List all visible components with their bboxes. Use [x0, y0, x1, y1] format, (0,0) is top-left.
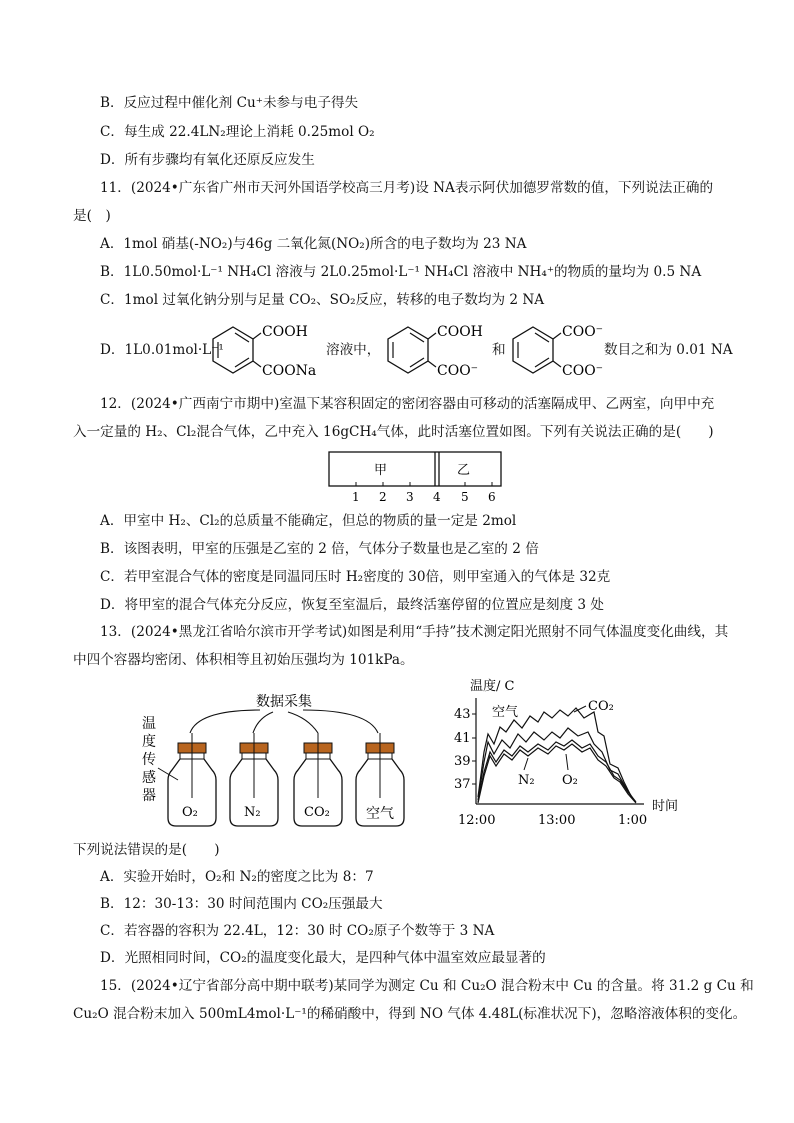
q15-stem-line1: 15．(2024•辽宁省部分高中期中联考)某同学为测定 Cu 和 Cu₂O 混合粉末中 Cu 的含量。将 31.2 g Cu 和	[100, 978, 754, 994]
q11-option-d-prefix: D．1L0.01mol·L⁻¹	[100, 342, 224, 358]
series-label-co2: CO₂	[588, 699, 614, 714]
y-tick: 37	[454, 777, 471, 792]
q12-stem-line2: 入一定量的 H₂、Cl₂混合气体，乙中充入 16gCH₄气体，此时活塞位置如图。下列有关说法正确的是( )	[73, 424, 714, 440]
q13-option-c: C．若容器的容积为 22.4L，12：30 时 CO₂原子个数等于 3 NA	[100, 923, 495, 939]
temperature-curve-graph	[448, 672, 698, 832]
series-label-n2: N₂	[518, 773, 535, 788]
q11-option-d-suffix: 数目之和为 0.01 NA	[604, 342, 733, 358]
q12-option-d: D．将甲室的混合气体充分反应，恢复至室温后，最终活塞停留的位置应是刻度 3 处	[100, 597, 604, 613]
scale-tick: 6	[488, 490, 496, 504]
scale-tick: 1	[352, 490, 360, 504]
scale-tick: 4	[433, 490, 441, 504]
bottle-o2	[168, 733, 216, 826]
chamber-jia-label: 甲	[374, 463, 388, 478]
x-tick: 12:00	[458, 813, 496, 828]
bottle-n2	[230, 733, 278, 826]
phthalate-structure-1	[205, 315, 325, 385]
q13-question-lead: 下列说法错误的是( )	[73, 842, 220, 858]
struct2-bottom-group: COO⁻	[437, 363, 479, 379]
y-tick: 43	[454, 707, 471, 722]
graph-x-axis-label: 时间	[652, 799, 679, 814]
y-tick: 41	[454, 731, 471, 746]
piston-container-diagram	[325, 450, 505, 508]
bottle-air	[356, 733, 404, 826]
q10-option-d: D．所有步骤均有氧化还原反应发生	[100, 152, 315, 168]
q10-option-c: C．每生成 22.4LN₂理论上消耗 0.25mol O₂	[100, 124, 375, 140]
graph-y-axis-label: 温度/ C	[470, 679, 515, 694]
q11-option-d-and: 和	[492, 342, 506, 358]
chamber-yi-label: 乙	[457, 463, 471, 478]
q12-option-b: B．该图表明，甲室的压强是乙室的 2 倍，气体分子数量也是乙室的 2 倍	[100, 541, 539, 557]
bottle-co2	[294, 733, 342, 826]
data-collection-label: 数据采集	[256, 694, 312, 710]
sensor-label-char: 度	[142, 734, 156, 750]
series-label-air: 空气	[492, 705, 519, 720]
bottle-co2-label: CO₂	[304, 805, 330, 820]
q12-option-a: A．甲室中 H₂、Cl₂的总质量不能确定，但总的物质的量一定是 2mol	[100, 513, 517, 529]
q12-option-c: C．若甲室混合气体的密度是同温同压时 H₂密度的 30倍，则甲室通入的气体是 32克	[100, 569, 611, 585]
series-label-o2: O₂	[562, 773, 578, 788]
q15-stem-line2: Cu₂O 混合粉末加入 500mL4mol·L⁻¹的稀硝酸中，得到 NO 气体 4.48L(标准状况下)，忽略溶液体积的变化。	[73, 1006, 747, 1022]
y-tick: 39	[454, 754, 471, 769]
sensor-label-char: 器	[142, 788, 156, 804]
scale-tick: 5	[461, 490, 469, 504]
struct1-top-group: COOH	[262, 324, 308, 340]
q11-option-c: C．1mol 过氧化钠分别与足量 CO₂、SO₂反应，转移的电子数均为 2 NA	[100, 292, 545, 308]
q13-option-a: A．实验开始时，O₂和 N₂的密度之比为 8：7	[100, 869, 374, 885]
q10-option-b: B．反应过程中催化剂 Cu⁺未参与电子得失	[100, 95, 359, 111]
q13-option-b: B．12：30-13：30 时间范围内 CO₂压强最大	[100, 896, 383, 912]
x-tick: 13:00	[538, 813, 576, 828]
q11-option-d-mid: 溶液中，	[326, 342, 381, 358]
phthalate-structure-2	[380, 315, 495, 385]
bottle-air-label: 空气	[366, 806, 394, 822]
q11-option-b: B．1L0.50mol·L⁻¹ NH₄Cl 溶液与 2L0.25mol·L⁻¹ NH₄Cl 溶液中 NH₄⁺的物质的量均为 0.5 NA	[100, 264, 702, 280]
q11-stem-line1: 11．(2024•广东省广州市天河外国语学校高三月考)设 NA表示阿伏加德罗常数的值，下列说法正确的	[100, 180, 714, 196]
q13-option-d: D．光照相同时间，CO₂的温度变化最大，是四种气体中温室效应最显著的	[100, 950, 546, 966]
bottle-o2-label: O₂	[182, 805, 198, 820]
sensor-bottles-diagram	[138, 688, 428, 838]
scale-tick: 3	[406, 490, 414, 504]
struct3-bottom-group: COO⁻	[562, 363, 604, 379]
sensor-label-char: 传	[142, 752, 156, 768]
scale-tick: 2	[379, 490, 387, 504]
struct1-bottom-group: COONa	[262, 363, 317, 379]
bottle-n2-label: N₂	[244, 805, 261, 820]
q12-stem-line1: 12．(2024•广西南宁市期中)室温下某容积固定的密闭容器由可移动的活塞隔成甲、乙两室，向甲中充	[100, 396, 715, 412]
sensor-label-char: 感	[142, 770, 156, 786]
sensor-label-char: 温	[142, 716, 156, 732]
struct2-top-group: COOH	[437, 324, 483, 340]
phthalate-structure-3	[505, 315, 605, 385]
q13-stem-line2: 中四个容器均密闭、体积相等且初始压强均为 101kPa。	[73, 652, 414, 668]
q11-option-a: A．1mol 硝基(-NO₂)与46g 二氧化氮(NO₂)所含的电子数均为 23 NA	[100, 236, 527, 252]
q11-stem-line2: 是( )	[73, 208, 111, 224]
q13-stem-line1: 13．(2024•黑龙江省哈尔滨市开学考试)如图是利用“手持”技术测定阳光照射不同气体温度变化曲线，其	[100, 624, 729, 640]
struct3-top-group: COO⁻	[562, 324, 604, 340]
x-tick: 1:00	[618, 813, 648, 828]
curve-co2	[478, 708, 632, 798]
